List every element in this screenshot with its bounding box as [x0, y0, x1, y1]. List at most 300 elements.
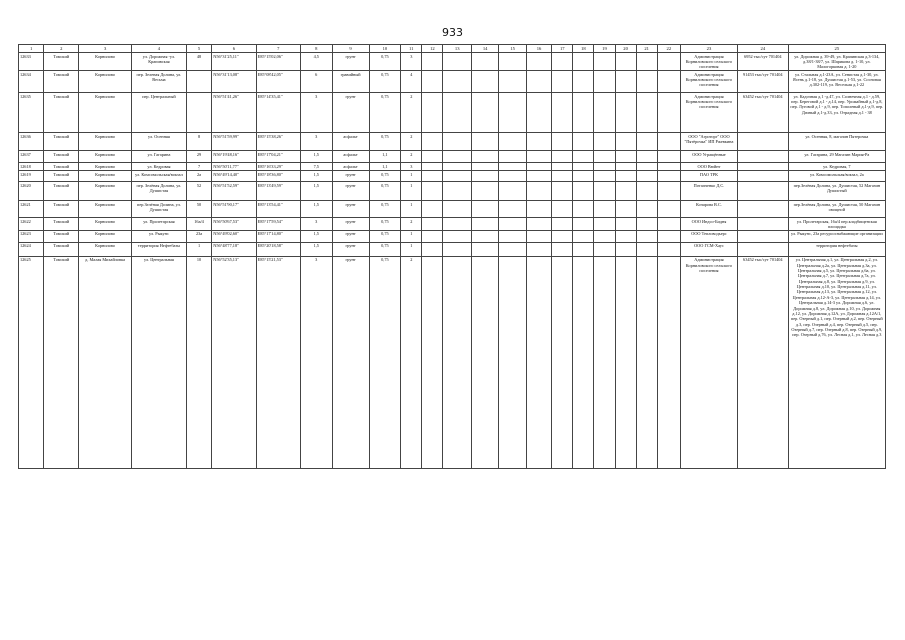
table-cell: [499, 93, 526, 133]
table-cell: E85°08'42,05": [256, 71, 300, 93]
table-cell: Корнилово: [79, 93, 132, 133]
table-cell: грунт: [332, 218, 369, 231]
table-cell: [443, 53, 472, 71]
table-cell: д. Малая Михайловка: [79, 256, 132, 468]
column-header: 24: [737, 45, 788, 53]
table-cell: [615, 71, 636, 93]
table-cell: 12635: [19, 93, 44, 133]
table-cell: [526, 230, 551, 242]
table-cell: 12624: [19, 242, 44, 256]
table-cell: [552, 182, 573, 201]
table-cell: ул. Дорожная -ул. Крапивская: [131, 53, 186, 71]
table-cell: 1: [401, 182, 422, 201]
column-header: 4: [131, 45, 186, 53]
table-cell: 1,5: [300, 171, 332, 182]
table-cell: [573, 53, 594, 71]
column-header: 7: [256, 45, 300, 53]
table-cell: [737, 230, 788, 242]
table-cell: [526, 218, 551, 231]
table-cell: [594, 151, 615, 163]
table-cell: Томский: [44, 230, 79, 242]
table-cell: [636, 242, 657, 256]
table-cell: E85°18'36,80": [256, 171, 300, 182]
table-cell: [552, 171, 573, 182]
table-cell: Томский: [44, 242, 79, 256]
table-cell: 7,5: [300, 163, 332, 171]
table-cell: N56°51'90,17": [212, 201, 256, 218]
table-cell: ООО Вюйнт: [680, 163, 737, 171]
table-cell: 12633: [19, 53, 44, 71]
table-cell: [615, 171, 636, 182]
table-cell: [573, 163, 594, 171]
table-cell: [471, 256, 498, 468]
table-row: [19, 151, 886, 163]
table-cell: N56°50'67,53": [212, 218, 256, 231]
table-cell: 4,5: [300, 53, 332, 71]
table-cell: [526, 256, 551, 468]
table-cell: [594, 182, 615, 201]
table-cell: [526, 93, 551, 133]
table-cell: 0,75: [369, 71, 401, 93]
table-cell: 12625: [19, 256, 44, 468]
table-cell: [526, 163, 551, 171]
table-cell: [499, 256, 526, 468]
table-cell: 2: [401, 218, 422, 231]
table-cell: 8: [186, 133, 211, 151]
table-cell: ООО Индсо-Бидня: [680, 218, 737, 231]
table-cell: [594, 53, 615, 71]
table-cell: ул. Гагарина: [131, 151, 186, 163]
table-cell: [499, 182, 526, 201]
table-cell: 12634: [19, 71, 44, 93]
table-cell: N56°49'14,40": [212, 171, 256, 182]
table-cell: 12618: [19, 163, 44, 171]
table-cell: Корнилово: [79, 171, 132, 182]
table-cell: [594, 230, 615, 242]
table-cell: [552, 93, 573, 133]
table-cell: E85°16'33,29": [256, 163, 300, 171]
table-cell: [552, 201, 573, 218]
table-cell: территория Нефтебазы: [131, 242, 186, 256]
table-cell: [471, 163, 498, 171]
column-header: 15: [499, 45, 526, 53]
table-cell: E85°13'49,59": [256, 182, 300, 201]
table-cell: пер. Зеленая Долина, ул. Весьма: [131, 71, 186, 93]
table-cell: [657, 201, 680, 218]
table-row: [19, 256, 886, 468]
table-cell: грунт: [332, 171, 369, 182]
table-cell: [657, 53, 680, 71]
table-cell: E85°15'02,06": [256, 53, 300, 71]
table-cell: Корнилово: [79, 53, 132, 71]
table-cell: ул. Стальная д.1-23А, ул. Сенистая д.1-30, ул. Ясень д.1-18, ул. Душистая д.1-53, ул. Сосновая д.302-119, ул. Весельая д.1-22: [788, 71, 885, 93]
table-cell: Корнилово: [79, 182, 132, 201]
table-cell: 1,5: [300, 201, 332, 218]
table-cell: [422, 171, 443, 182]
table-cell: [422, 53, 443, 71]
table-cell: ул. Центральная д.1, ул. Центральная д.2, ул. Центральная д.2а, ул. Центральная д.3а, ул. Центральная д.5, ул. Центральная д.6а, ул. Центральная д.7, ул. Центральная д.7а, ул. Центральная д.8, ул. Центральная д.9, ул. Центральная д.10, ул. Центральная д.11, ул. Центральная д.13, ул. Центральная д.12, ул. Центральная д.12-А-3, ул. Центральная д.14, ул. Центральная д.14-3 ул. Дорожная д.6, ул. Дорожная д.8, ул. Дорожная д.10, ул. Дорожная д.12, ул. Дорожная д.12А, ул. Дорожная д.12А/1, пер. Озерный д.1, пер. Озерный д.2, пер. Озерный д.3, пер. Озерный д.4, пер. Озерный д.5, пер. Озерный д.7, пер. Озерный д.8, пер. Озерный д.9, пер. Озерный д.76, ул. Лесная д.1, ул. Лесная д.3: [788, 256, 885, 468]
table-cell: 0,75: [369, 53, 401, 71]
column-header: 3: [79, 45, 132, 53]
table-cell: E85°17'14,80": [256, 230, 300, 242]
table-cell: [422, 71, 443, 93]
table-cell: [471, 201, 498, 218]
table-cell: 2: [401, 256, 422, 468]
table-cell: Томский: [44, 163, 79, 171]
table-cell: 63452 тыс/сут 701404: [737, 93, 788, 133]
table-cell: [422, 201, 443, 218]
table-cell: 1,5: [300, 242, 332, 256]
table-cell: 91453 тыс/сут 701404: [737, 71, 788, 93]
table-cell: грунт: [332, 201, 369, 218]
table-row: [19, 71, 886, 93]
column-header: 22: [657, 45, 680, 53]
table-cell: 2: [401, 93, 422, 133]
table-cell: [657, 133, 680, 151]
table-cell: грунт: [332, 256, 369, 468]
table-cell: N56°31'25,11": [212, 53, 256, 71]
table-cell: [657, 218, 680, 231]
table-cell: 2: [401, 151, 422, 163]
table-cell: [615, 151, 636, 163]
table-cell: [594, 218, 615, 231]
table-cell: [422, 133, 443, 151]
table-cell: 12619: [19, 171, 44, 182]
table-cell: [636, 163, 657, 171]
table-cell: территория нефтебазы: [788, 242, 885, 256]
table-cell: [526, 182, 551, 201]
table-cell: E85°17'59,54": [256, 218, 300, 231]
table-cell: грунт: [332, 93, 369, 133]
table-row: [19, 53, 886, 71]
table-cell: Томский: [44, 171, 79, 182]
table-cell: [615, 182, 636, 201]
table-cell: 3: [300, 133, 332, 151]
table-cell: [615, 163, 636, 171]
table-cell: [526, 151, 551, 163]
table-cell: ул. Центральная: [131, 256, 186, 468]
table-cell: 1: [401, 171, 422, 182]
table-cell: [615, 133, 636, 151]
table-cell: [471, 230, 498, 242]
table-cell: ул. Рыкунс, 23а ресурсоснабжающие организации: [788, 230, 885, 242]
table-cell: Корнилово: [79, 242, 132, 256]
table-cell: [636, 133, 657, 151]
table-cell: Корнилово: [79, 71, 132, 93]
table-cell: ул. Гагарина, 29 Магазин Мария-Ра: [788, 151, 885, 163]
table-cell: [186, 71, 211, 93]
table-cell: 1: [401, 242, 422, 256]
column-header: 16: [526, 45, 551, 53]
column-header: 12: [422, 45, 443, 53]
table-cell: [471, 242, 498, 256]
table-cell: [499, 242, 526, 256]
column-header: 25: [788, 45, 885, 53]
table-cell: 48: [186, 53, 211, 71]
table-cell: [573, 93, 594, 133]
table-cell: Томский: [44, 218, 79, 231]
table-cell: [471, 182, 498, 201]
table-cell: [657, 256, 680, 468]
table-cell: [615, 230, 636, 242]
table-cell: ул. Пролетарская, 16а/4 пер.кладбищенская площадка: [788, 218, 885, 231]
table-cell: асфальт: [332, 151, 369, 163]
table-cell: [552, 133, 573, 151]
table-cell: грунт: [332, 182, 369, 201]
table-cell: 0,75: [369, 256, 401, 468]
table-cell: [594, 93, 615, 133]
table-cell: [443, 151, 472, 163]
table-cell: [443, 201, 472, 218]
column-header: 20: [615, 45, 636, 53]
table-row: [19, 163, 886, 171]
table-cell: [526, 201, 551, 218]
table-cell: [422, 256, 443, 468]
table-cell: [636, 256, 657, 468]
table-cell: [636, 230, 657, 242]
table-cell: 2а: [186, 171, 211, 182]
table-cell: Корнилово: [79, 133, 132, 151]
table-cell: 1: [401, 201, 422, 218]
table-cell: [552, 230, 573, 242]
table-cell: [526, 53, 551, 71]
table-cell: 2: [401, 133, 422, 151]
table-cell: [471, 93, 498, 133]
table-cell: Корнилово: [79, 218, 132, 231]
register-table: [18, 44, 886, 469]
table-cell: Томский: [44, 53, 79, 71]
table-cell: [636, 201, 657, 218]
table-cell: [737, 163, 788, 171]
table-cell: [737, 151, 788, 163]
table-cell: [573, 230, 594, 242]
table-cell: Администрация Корниловского сельского поселения: [680, 93, 737, 133]
table-cell: N56°48'77,18": [212, 242, 256, 256]
column-header: 1: [19, 45, 44, 53]
table-cell: [657, 242, 680, 256]
table-cell: [552, 151, 573, 163]
table-cell: 16а/4: [186, 218, 211, 231]
table-cell: E85°15'21,53": [256, 256, 300, 468]
table-cell: [552, 242, 573, 256]
table-cell: ул. Кедровая: [131, 163, 186, 171]
table-cell: [636, 182, 657, 201]
table-cell: 1: [186, 242, 211, 256]
table-cell: пер. Зелёная Долина, ул. Душистая: [131, 182, 186, 201]
table-cell: [443, 242, 472, 256]
table-cell: ул. Кадочная д.1 -д.47, ул. Солнечная д.1 - д.59, пер. Береговой д.1 - д.14, пер. Урожайный д.1-д.8, пер. Луговой д.1 - д.9, пер. Тополевый д.1-д.9, пер. Дачный д.1-д.33, ул. Отрадная д.1 - 38: [788, 93, 885, 133]
table-cell: [636, 171, 657, 182]
column-header: 18: [573, 45, 594, 53]
table-cell: [186, 93, 211, 133]
table-cell: 1: [401, 230, 422, 242]
table-cell: Корнилово: [79, 151, 132, 163]
table-cell: 3: [401, 53, 422, 71]
table-cell: [471, 218, 498, 231]
table-cell: [657, 71, 680, 93]
column-header: 11: [401, 45, 422, 53]
table-cell: 0,75: [369, 218, 401, 231]
table-cell: [573, 71, 594, 93]
table-cell: [526, 133, 551, 151]
table-cell: [443, 93, 472, 133]
table-cell: [657, 151, 680, 163]
table-cell: пер.Зелёная Долина, ул. Душистая: [131, 201, 186, 218]
table-cell: пер.Зелёная Долина, ул. Душистая, 52 Магазин Душистый: [788, 182, 885, 201]
table-cell: [526, 71, 551, 93]
table-cell: [471, 133, 498, 151]
table-cell: [422, 242, 443, 256]
table-cell: 23а: [186, 230, 211, 242]
table-cell: [499, 230, 526, 242]
table-cell: [443, 71, 472, 93]
table-cell: [499, 201, 526, 218]
table-cell: 12620: [19, 182, 44, 201]
table-cell: ул. Дорожная д. 39-49, ул. Крапивская д.3-134, д.38/1-38/7, ул. Шарикова д. 1-10, ул. Малогорковая д. 1-20: [788, 53, 885, 71]
table-cell: N56°31'13,08": [212, 71, 256, 93]
table-cell: [594, 71, 615, 93]
table-cell: Администрация Корниловского сельского поселения: [680, 53, 737, 71]
table-cell: [657, 163, 680, 171]
table-cell: [737, 218, 788, 231]
table-cell: 0,75: [369, 201, 401, 218]
table-cell: ПАО ТРК: [680, 171, 737, 182]
table-cell: N56°51'41,26": [212, 93, 256, 133]
table-cell: [594, 171, 615, 182]
table-cell: Корнилово: [79, 163, 132, 171]
table-cell: 0,75: [369, 230, 401, 242]
table-cell: Администрация Корниловского сельского поселения: [680, 71, 737, 93]
table-cell: 3: [300, 93, 332, 133]
table-cell: [615, 93, 636, 133]
table-cell: гравийный: [332, 71, 369, 93]
table-cell: [422, 151, 443, 163]
table-cell: 52: [186, 182, 211, 201]
table-cell: грунт: [332, 242, 369, 256]
table-cell: [636, 93, 657, 133]
table-cell: ООО Тепловодьерс: [680, 230, 737, 242]
table-cell: ООО Угращённые: [680, 151, 737, 163]
table-cell: N56°49'02,60": [212, 230, 256, 242]
table-cell: N56°50'11,77": [212, 163, 256, 171]
column-header: 5: [186, 45, 211, 53]
table-cell: [573, 182, 594, 201]
column-header: 6: [212, 45, 256, 53]
table-cell: [499, 133, 526, 151]
table-cell: E85°13'54,41": [256, 201, 300, 218]
table-cell: [737, 133, 788, 151]
table-cell: [657, 93, 680, 133]
table-cell: E85°20'18,58": [256, 242, 300, 256]
table-cell: [471, 171, 498, 182]
table-cell: 63452 тыс/сут 701404: [737, 256, 788, 468]
table-cell: [552, 71, 573, 93]
table-cell: [499, 53, 526, 71]
table-row: [19, 242, 886, 256]
table-cell: [422, 93, 443, 133]
table-cell: [422, 230, 443, 242]
table-cell: ул. Пролетарская: [131, 218, 186, 231]
table-cell: [636, 151, 657, 163]
column-header: 2: [44, 45, 79, 53]
table-cell: 1,1: [369, 163, 401, 171]
table-cell: пер.Зелёная Долина, ул. Душистая, 50 Магазин овощной: [788, 201, 885, 218]
table-cell: Томский: [44, 201, 79, 218]
table-cell: [573, 218, 594, 231]
table-cell: 12636: [19, 133, 44, 151]
table-cell: 1,5: [300, 230, 332, 242]
table-cell: [615, 53, 636, 71]
table-cell: E85°15'38,26": [256, 133, 300, 151]
page-number: 933: [442, 26, 463, 39]
table-cell: Томский: [44, 71, 79, 93]
table-cell: N56°51'59,99": [212, 133, 256, 151]
table-cell: 10: [186, 256, 211, 468]
table-cell: [737, 242, 788, 256]
column-header: 10: [369, 45, 401, 53]
table-cell: [443, 230, 472, 242]
table-cell: 3: [300, 256, 332, 468]
table-cell: Администрация Корниловского сельского поселения: [680, 256, 737, 468]
table-cell: 4: [401, 71, 422, 93]
table-cell: [422, 182, 443, 201]
table-row: [19, 182, 886, 201]
table-cell: асфальт: [332, 163, 369, 171]
table-cell: ул. Кедровая, 7: [788, 163, 885, 171]
table-cell: N56°19'48,16": [212, 151, 256, 163]
table-cell: [499, 171, 526, 182]
table-cell: [443, 256, 472, 468]
table-cell: пер. Центральный: [131, 93, 186, 133]
table-cell: [737, 182, 788, 201]
table-cell: [573, 242, 594, 256]
table-cell: [552, 163, 573, 171]
table-cell: 0,75: [369, 133, 401, 151]
header-row: [19, 45, 886, 53]
table-cell: [636, 218, 657, 231]
table-cell: Потапченко Д.С.: [680, 182, 737, 201]
table-cell: 0,75: [369, 182, 401, 201]
table-cell: [422, 218, 443, 231]
table-cell: Корнилово: [79, 201, 132, 218]
table-cell: [594, 133, 615, 151]
table-cell: [615, 242, 636, 256]
table-cell: 50: [186, 201, 211, 218]
table-body: [19, 53, 886, 469]
table-cell: [471, 71, 498, 93]
table-cell: 3: [300, 218, 332, 231]
table-cell: [443, 171, 472, 182]
table-cell: [615, 256, 636, 468]
table-cell: [499, 163, 526, 171]
table-cell: Томский: [44, 93, 79, 133]
table-cell: Томский: [44, 151, 79, 163]
table-cell: 0,75: [369, 242, 401, 256]
table-cell: [636, 53, 657, 71]
table-cell: грунт: [332, 230, 369, 242]
table-cell: Томский: [44, 133, 79, 151]
table-cell: [443, 182, 472, 201]
column-header: 17: [552, 45, 573, 53]
column-header: 19: [594, 45, 615, 53]
table-row: [19, 230, 886, 242]
table-row: [19, 171, 886, 182]
table-cell: Томский: [44, 182, 79, 201]
table-cell: [573, 256, 594, 468]
table-row: [19, 93, 886, 133]
column-header: 13: [443, 45, 472, 53]
table-cell: грунт: [332, 53, 369, 71]
